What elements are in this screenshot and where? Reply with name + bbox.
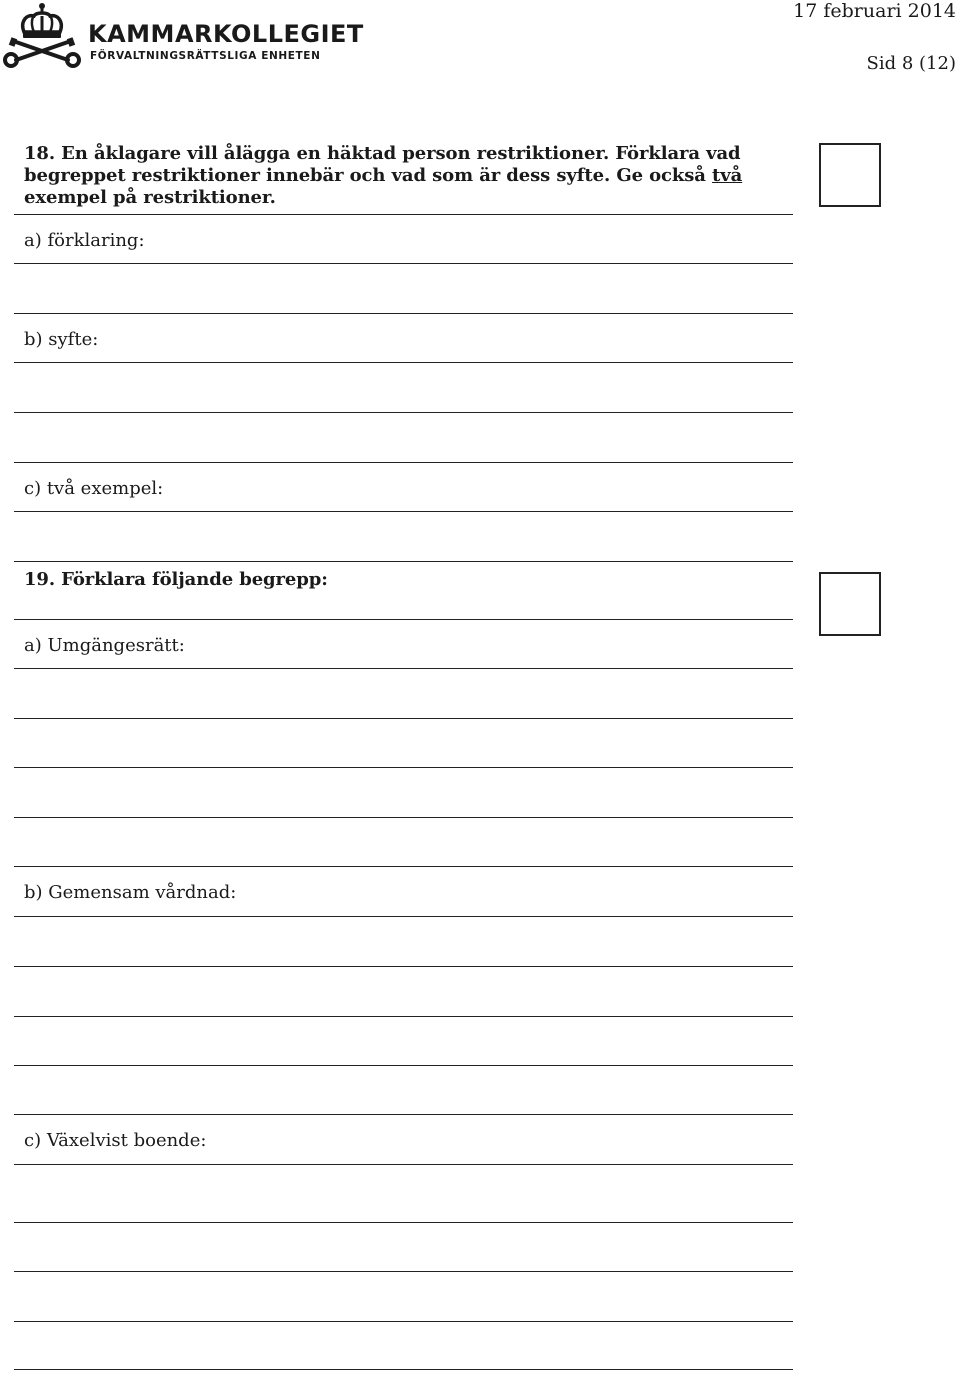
answer-line[interactable]	[14, 313, 793, 314]
question-19-score-box[interactable]	[819, 572, 881, 636]
question-18-part-a-label: a) förklaring:	[24, 230, 145, 251]
answer-line[interactable]	[14, 1016, 793, 1017]
answer-line[interactable]	[14, 1114, 793, 1115]
answer-line[interactable]	[14, 1222, 793, 1223]
answer-line[interactable]	[14, 462, 793, 463]
question-18-prompt-text: 18. En åklagare vill ålägga en häktad person restriktioner. Förklara vad begreppet restriktioner innebär och vad som är dess syfte. Ge också	[24, 143, 741, 186]
question-19-part-c-label: c) Växelvist boende:	[24, 1130, 207, 1151]
answer-line[interactable]	[14, 866, 793, 867]
answer-line[interactable]	[14, 561, 793, 562]
kammarkollegiet-logo-icon	[2, 2, 82, 68]
answer-line[interactable]	[14, 718, 793, 719]
answer-line[interactable]	[14, 966, 793, 967]
question-18-emphasis: två	[712, 165, 743, 186]
question-18-part-b-label: b) syfte:	[24, 329, 99, 350]
answer-line[interactable]	[14, 817, 793, 818]
answer-line[interactable]	[14, 1271, 793, 1272]
answer-line[interactable]	[14, 214, 793, 215]
question-19-part-b-label: b) Gemensam vårdnad:	[24, 882, 237, 903]
question-18-part-c-label: c) två exempel:	[24, 478, 164, 499]
answer-line[interactable]	[14, 1321, 793, 1322]
question-18-prompt-end: exempel på restriktioner.	[24, 187, 276, 208]
question-19-part-a-label: a) Umgängesrätt:	[24, 635, 185, 656]
answer-line[interactable]	[14, 1369, 793, 1370]
answer-line[interactable]	[14, 619, 793, 620]
answer-line[interactable]	[14, 916, 793, 917]
question-18-prompt	[24, 143, 784, 209]
answer-line[interactable]	[14, 1164, 793, 1165]
answer-line[interactable]	[14, 263, 793, 264]
page-number: Sid 8 (12)	[866, 53, 956, 74]
question-18-score-box[interactable]	[819, 143, 881, 207]
answer-line[interactable]	[14, 362, 793, 363]
answer-line[interactable]	[14, 1065, 793, 1066]
org-name: KAMMARKOLLEGIET	[88, 20, 364, 48]
answer-line[interactable]	[14, 668, 793, 669]
answer-line[interactable]	[14, 511, 793, 512]
answer-line[interactable]	[14, 412, 793, 413]
document-date: 17 februari 2014	[793, 0, 956, 22]
question-19-prompt: 19. Förklara följande begrepp:	[24, 569, 328, 590]
answer-line[interactable]	[14, 767, 793, 768]
org-unit: FÖRVALTNINGSRÄTTSLIGA ENHETEN	[90, 50, 321, 62]
